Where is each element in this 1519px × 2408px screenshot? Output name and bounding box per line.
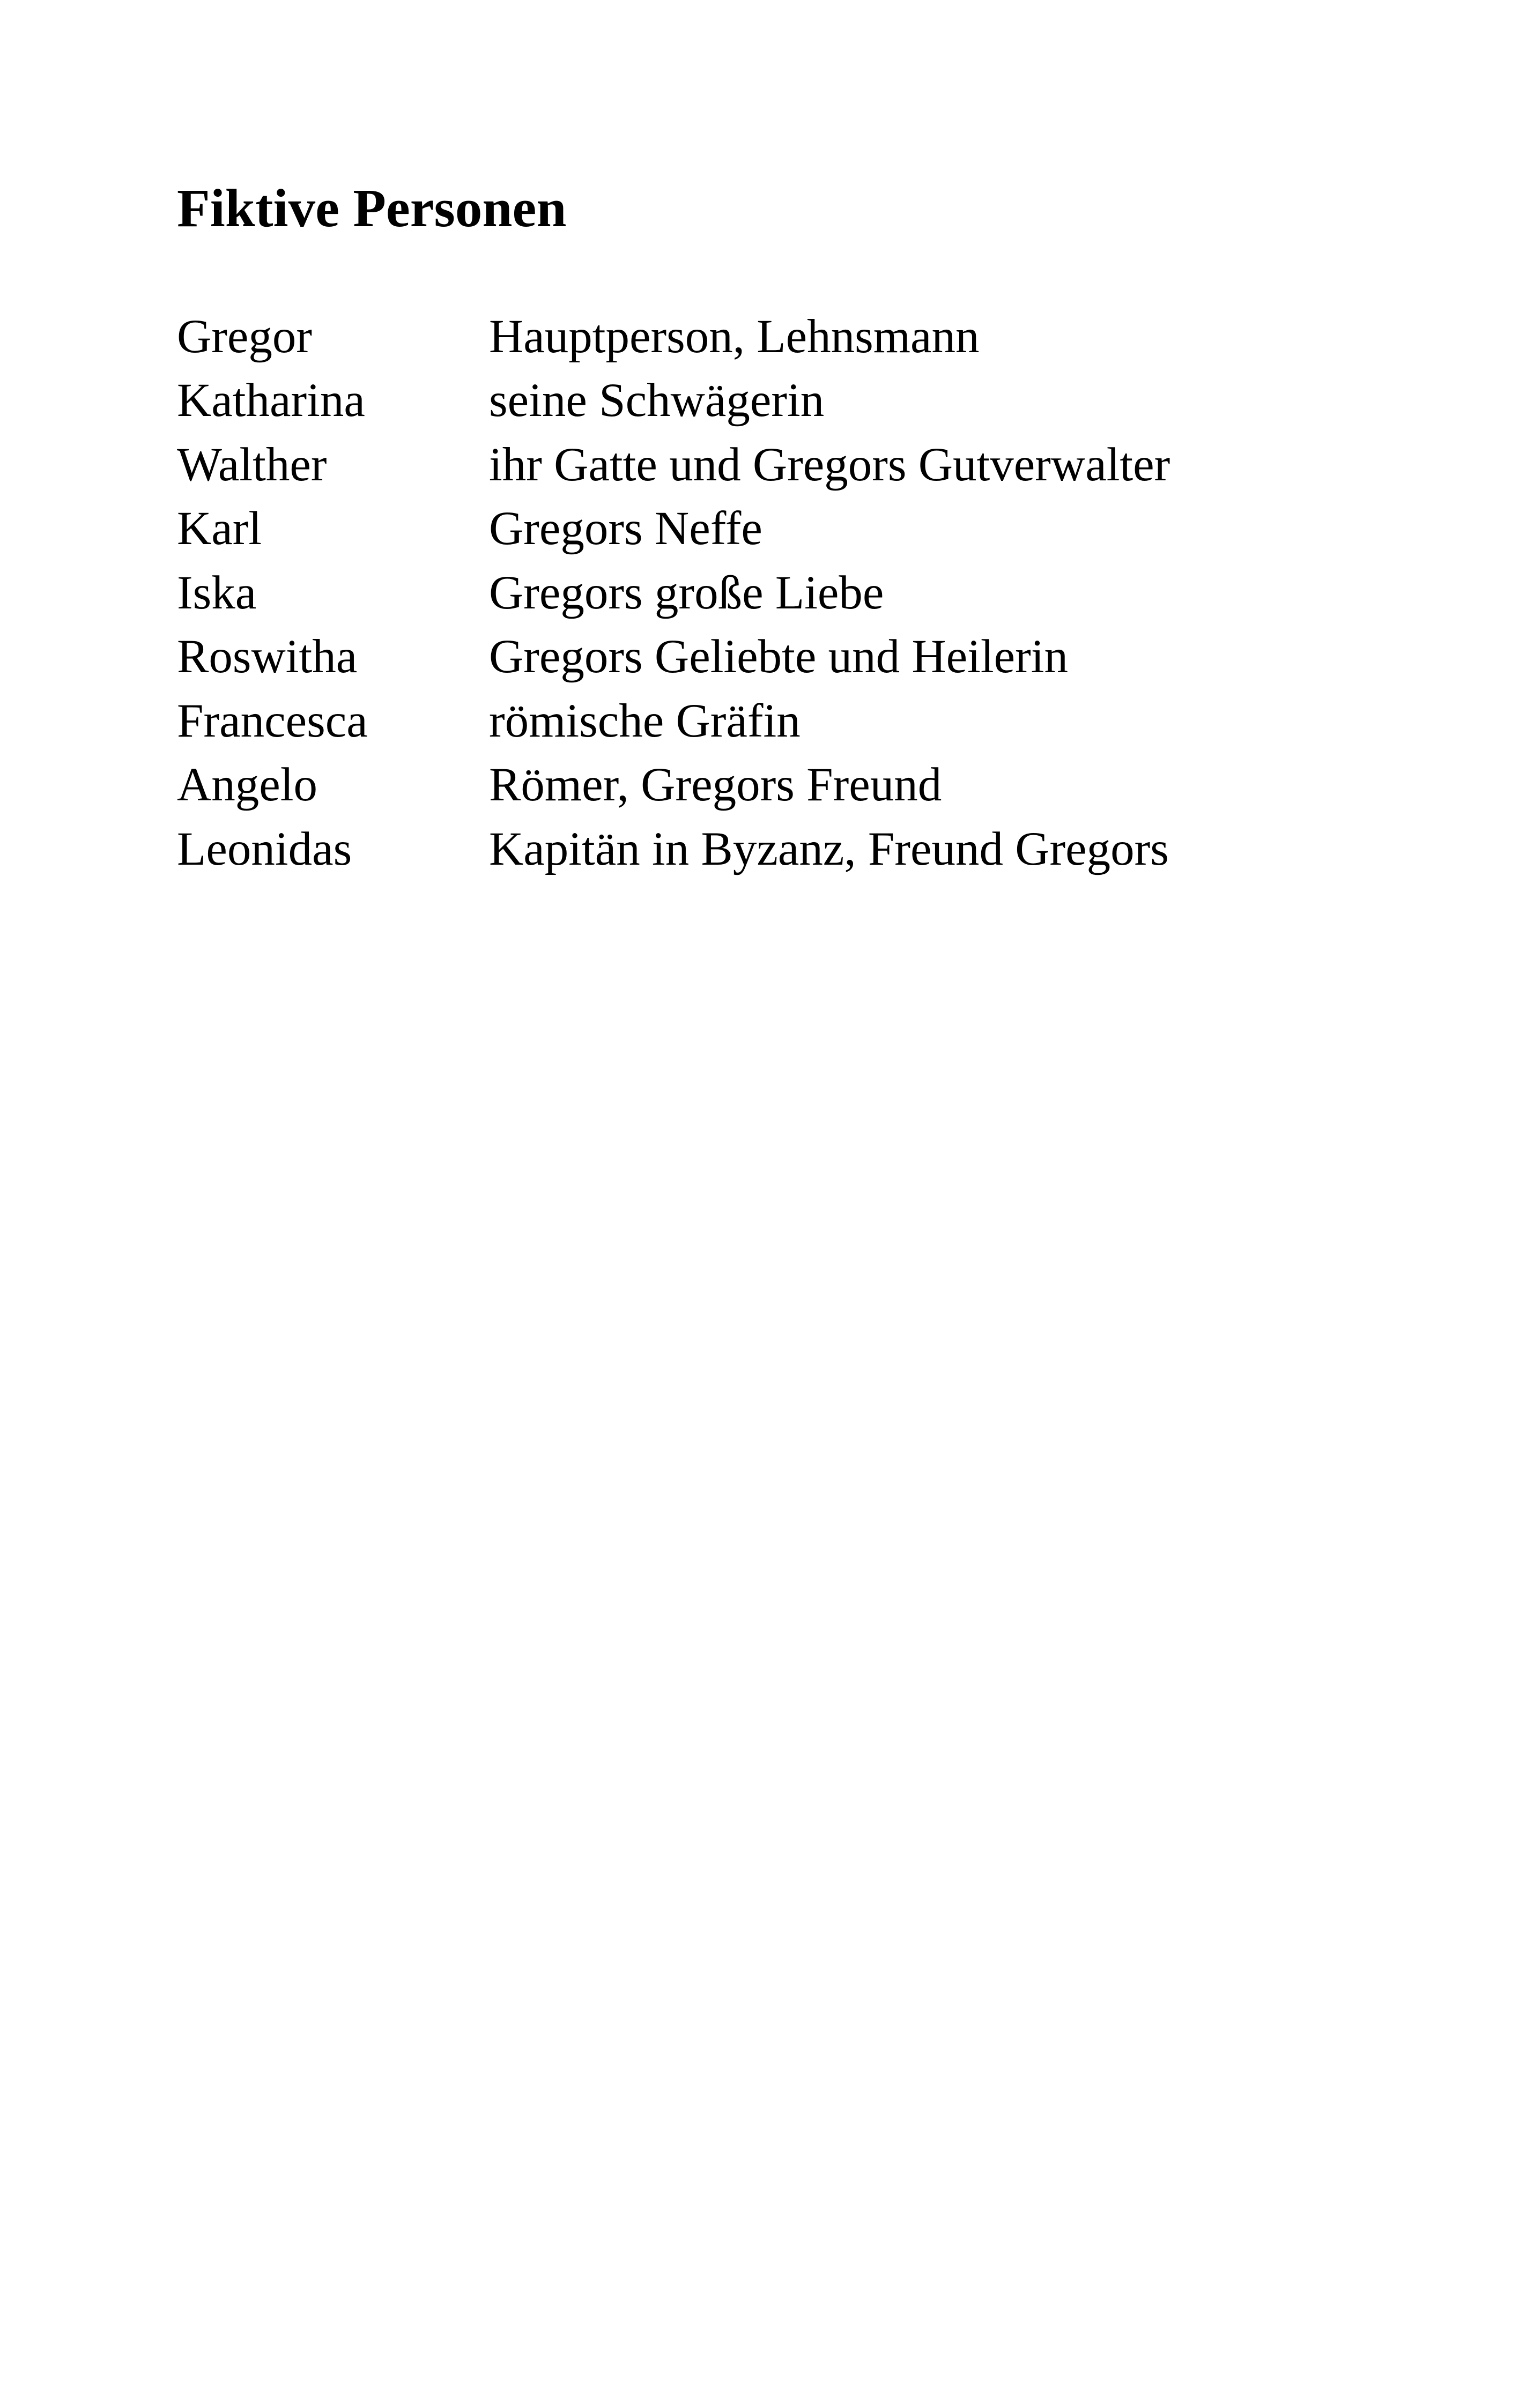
person-name: Iska	[177, 566, 257, 619]
person-name: Walther	[177, 438, 327, 491]
page-heading: Fiktive Personen	[177, 178, 567, 238]
person-name: Angelo	[177, 759, 318, 812]
person-role: Römer, Gregors Freund	[489, 759, 942, 812]
person-name: Leonidas	[177, 822, 352, 875]
person-role: römische Gräfin	[489, 694, 801, 747]
person-name: Katharina	[177, 374, 365, 427]
person-row	[177, 497, 1410, 561]
person-role: Gregors Geliebte und Heilerin	[489, 630, 1068, 683]
person-row	[177, 369, 1410, 433]
person-name: Gregor	[177, 310, 313, 363]
person-role: ihr Gatte und Gregors Gutverwalter	[489, 438, 1170, 491]
person-role: Gregors Neffe	[489, 502, 762, 555]
person-row	[177, 753, 1410, 817]
person-row	[177, 433, 1410, 497]
persons-list	[177, 304, 1410, 881]
person-role: Hauptperson, Lehnsmann	[489, 310, 980, 363]
person-name: Karl	[177, 502, 262, 555]
person-role: seine Schwägerin	[489, 374, 825, 427]
person-row	[177, 817, 1410, 881]
person-role: Gregors große Liebe	[489, 566, 884, 619]
person-row	[177, 561, 1410, 625]
person-role: Kapitän in Byzanz, Freund Gregors	[489, 822, 1169, 875]
person-row	[177, 304, 1410, 369]
person-name: Francesca	[177, 694, 368, 747]
person-name: Roswitha	[177, 630, 358, 683]
person-row	[177, 625, 1410, 689]
person-row	[177, 689, 1410, 753]
